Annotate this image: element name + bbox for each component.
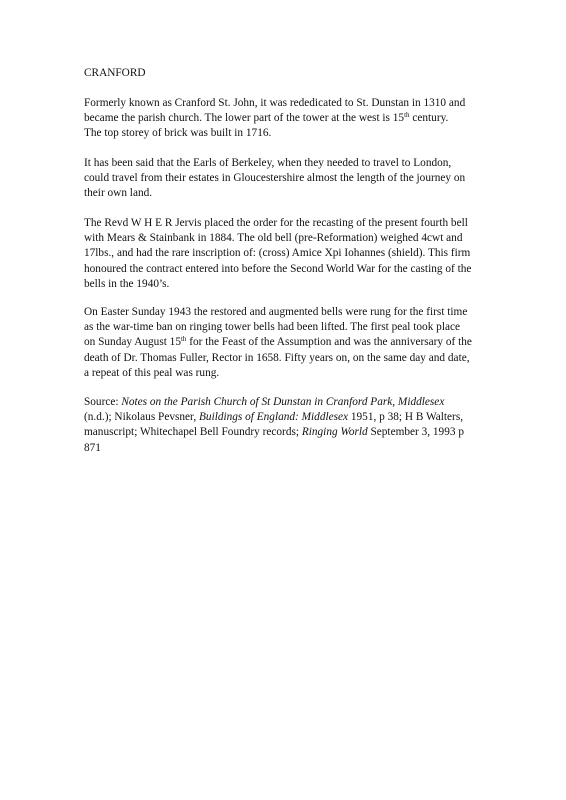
paragraph-line: honoured the contract entered into before the Second World War for the casting of the [84,262,472,275]
citation-title: Buildings of England: Middlesex [199,411,349,424]
paragraph-line: bells in the 1940’s. [84,277,170,290]
paragraph-line: On Easter Sunday 1943 the restored and augmented bells were rung for the first time [84,306,468,318]
title-text: CRANFORD [84,67,146,79]
citation-title: Ringing World [301,426,368,439]
citation-line: Source: Notes on the Parish Church of St Dunstan in Cranford Park, Middlesex [84,396,445,408]
paragraph-line: Formerly known as Cranford St. John, it was rededicated to St. Dunstan in 1310 and [84,97,466,109]
paragraph-bells [84,216,504,292]
paragraph-peal [84,305,504,381]
paragraph-line: as the war-time ban on ringing tower bells had been lifted. The first peal took place [84,321,461,334]
citation-title: Notes on the Parish Church of St Dunstan in Cranford Park, Middlesex [121,396,445,408]
source-citation [84,395,504,456]
paragraph-earls [84,156,504,202]
paragraph-line: could travel from their estates in Gloucestershire almost the length of the journey on [84,172,466,185]
paragraph-line: The top storey of brick was built in 1716. [84,127,272,140]
paragraph-line: 17lbs., and had the rare inscription of: (cross) Amice Xpi Iohannes (shield). This firm [84,247,471,260]
paragraph-line: It has been said that the Earls of Berkeley, when they needed to travel to London, [84,157,452,169]
citation-line: manuscript; Whitechapel Bell Foundry records; Ringing World September 3, 1993 p [84,426,464,439]
document-title [84,66,504,81]
paragraph-line: death of Dr. Thomas Fuller, Rector in 1658. Fifty years on, on the same day and date, [84,351,470,364]
citation-line: 871 [84,441,101,454]
citation-line: (n.d.); Nikolaus Pevsner, Buildings of England: Middlesex 1951, p 38; H B Walters, [84,411,464,424]
paragraph-line: The Revd W H E R Jervis placed the order for the recasting of the present fourth bell [84,217,468,229]
paragraph-line: became the parish church. The lower part of the tower at the west is 15th century. [84,111,449,125]
paragraph-line: with Mears & Stainbank in 1884. The old bell (pre-Reformation) weighed 4cwt and [84,232,463,245]
paragraph-line: a repeat of this peal was rung. [84,366,220,379]
paragraph-line: their own land. [84,187,153,200]
paragraph-history [84,96,504,142]
paragraph-line: on Sunday August 15th for the Feast of the Assumption and was the anniversary of the [84,335,472,349]
